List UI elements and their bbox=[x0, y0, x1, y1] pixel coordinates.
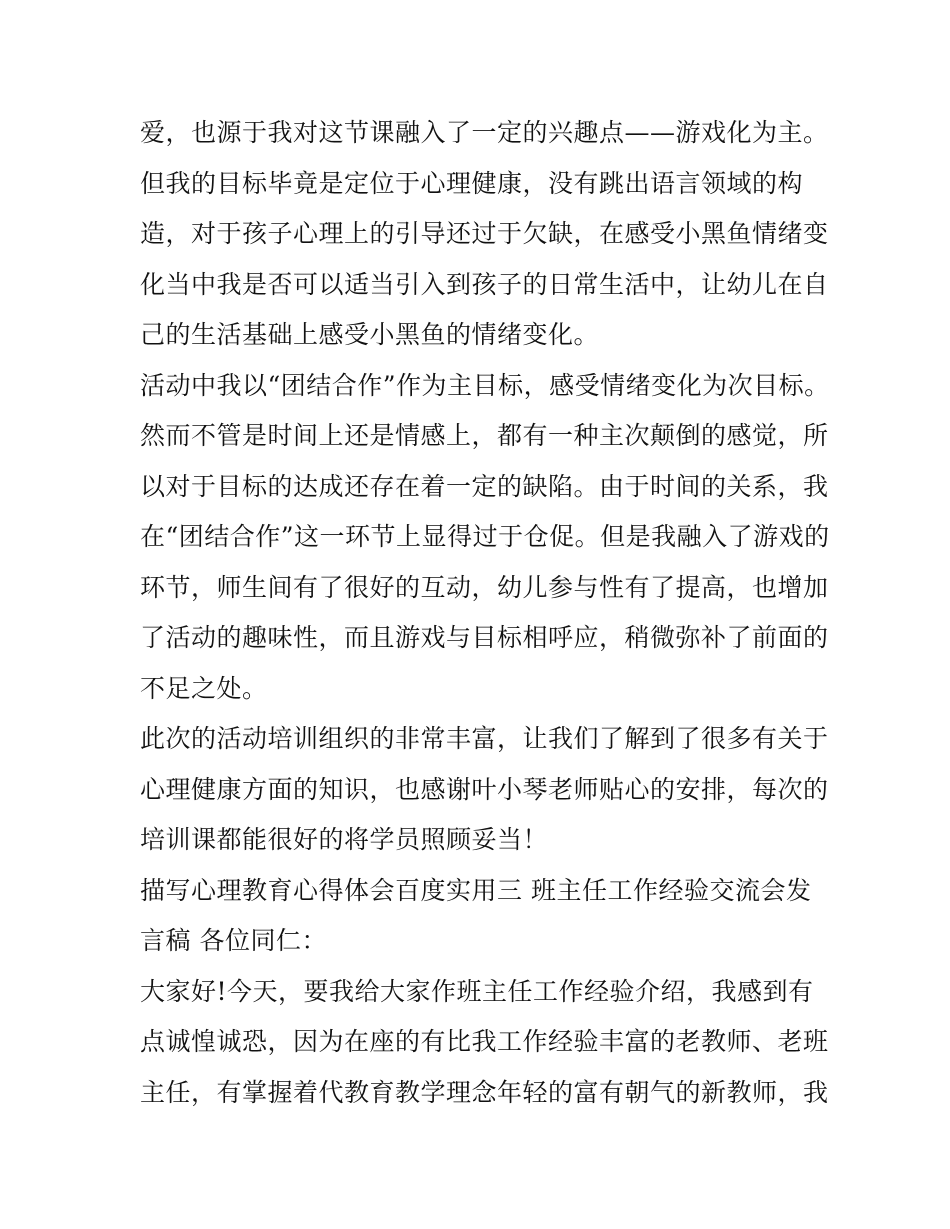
text-line-4: 化当中我是否可以适当引入到孩子的日常生活中，让幼儿在自 bbox=[140, 269, 829, 299]
text-line-17: 言稿 各位同仁： bbox=[140, 926, 327, 955]
text-line-16: 描写心理教育心得体会百度实用三 班主任工作经验交流会发 bbox=[140, 875, 812, 905]
text-line-18: 大家好!今天，要我给大家作班主任工作经验介绍，我感到有 bbox=[140, 976, 814, 1006]
text-line-8: 以对于目标的达成还存在着一定的缺陷。由于时间的关系，我 bbox=[140, 471, 829, 501]
body-text bbox=[140, 108, 830, 1118]
text-line-9: 在“团结合作”这一环节上显得过于仓促。但是我融入了游戏的 bbox=[140, 522, 830, 551]
text-line-12: 不足之处。 bbox=[140, 673, 268, 703]
text-line-6: 活动中我以“团结合作”作为主目标，感受情绪变化为次目标。 bbox=[140, 370, 830, 400]
text-line-11: 了活动的趣味性，而且游戏与目标相呼应，稍微弥补了前面的 bbox=[140, 623, 829, 652]
text-line-20: 主任，有掌握着代教育教学理念年轻的富有朝气的新教师，我 bbox=[140, 1077, 829, 1107]
text-line-1: 爱，也源于我对这节课融入了一定的兴趣点——游戏化为主。 bbox=[140, 118, 829, 147]
text-line-5: 己的生活基础上感受小黑鱼的情绪变化。 bbox=[140, 320, 600, 349]
text-line-14: 心理健康方面的知识，也感谢叶小琴老师贴心的安排，每次的 bbox=[140, 774, 829, 804]
text-line-3: 造，对于孩子心理上的引导还过于欠缺，在感受小黑鱼情绪变 bbox=[140, 219, 829, 248]
text-line-2: 但我的目标毕竟是定位于心理健康，没有跳出语言领域的构 bbox=[140, 168, 804, 198]
text-line-13: 此次的活动培训组织的非常丰富，让我们了解到了很多有关于 bbox=[140, 724, 829, 753]
text-line-7: 然而不管是时间上还是情感上，都有一种主次颠倒的感觉，所 bbox=[140, 421, 829, 450]
text-line-19: 点诚惶诚恐，因为在座的有比我工作经验丰富的老教师、老班 bbox=[140, 1027, 829, 1056]
text-line-15: 培训课都能很好的将学员照顾妥当！ bbox=[140, 825, 549, 854]
text-line-10: 环节，师生间有了很好的互动，幼儿参与性有了提高，也增加 bbox=[140, 572, 829, 602]
